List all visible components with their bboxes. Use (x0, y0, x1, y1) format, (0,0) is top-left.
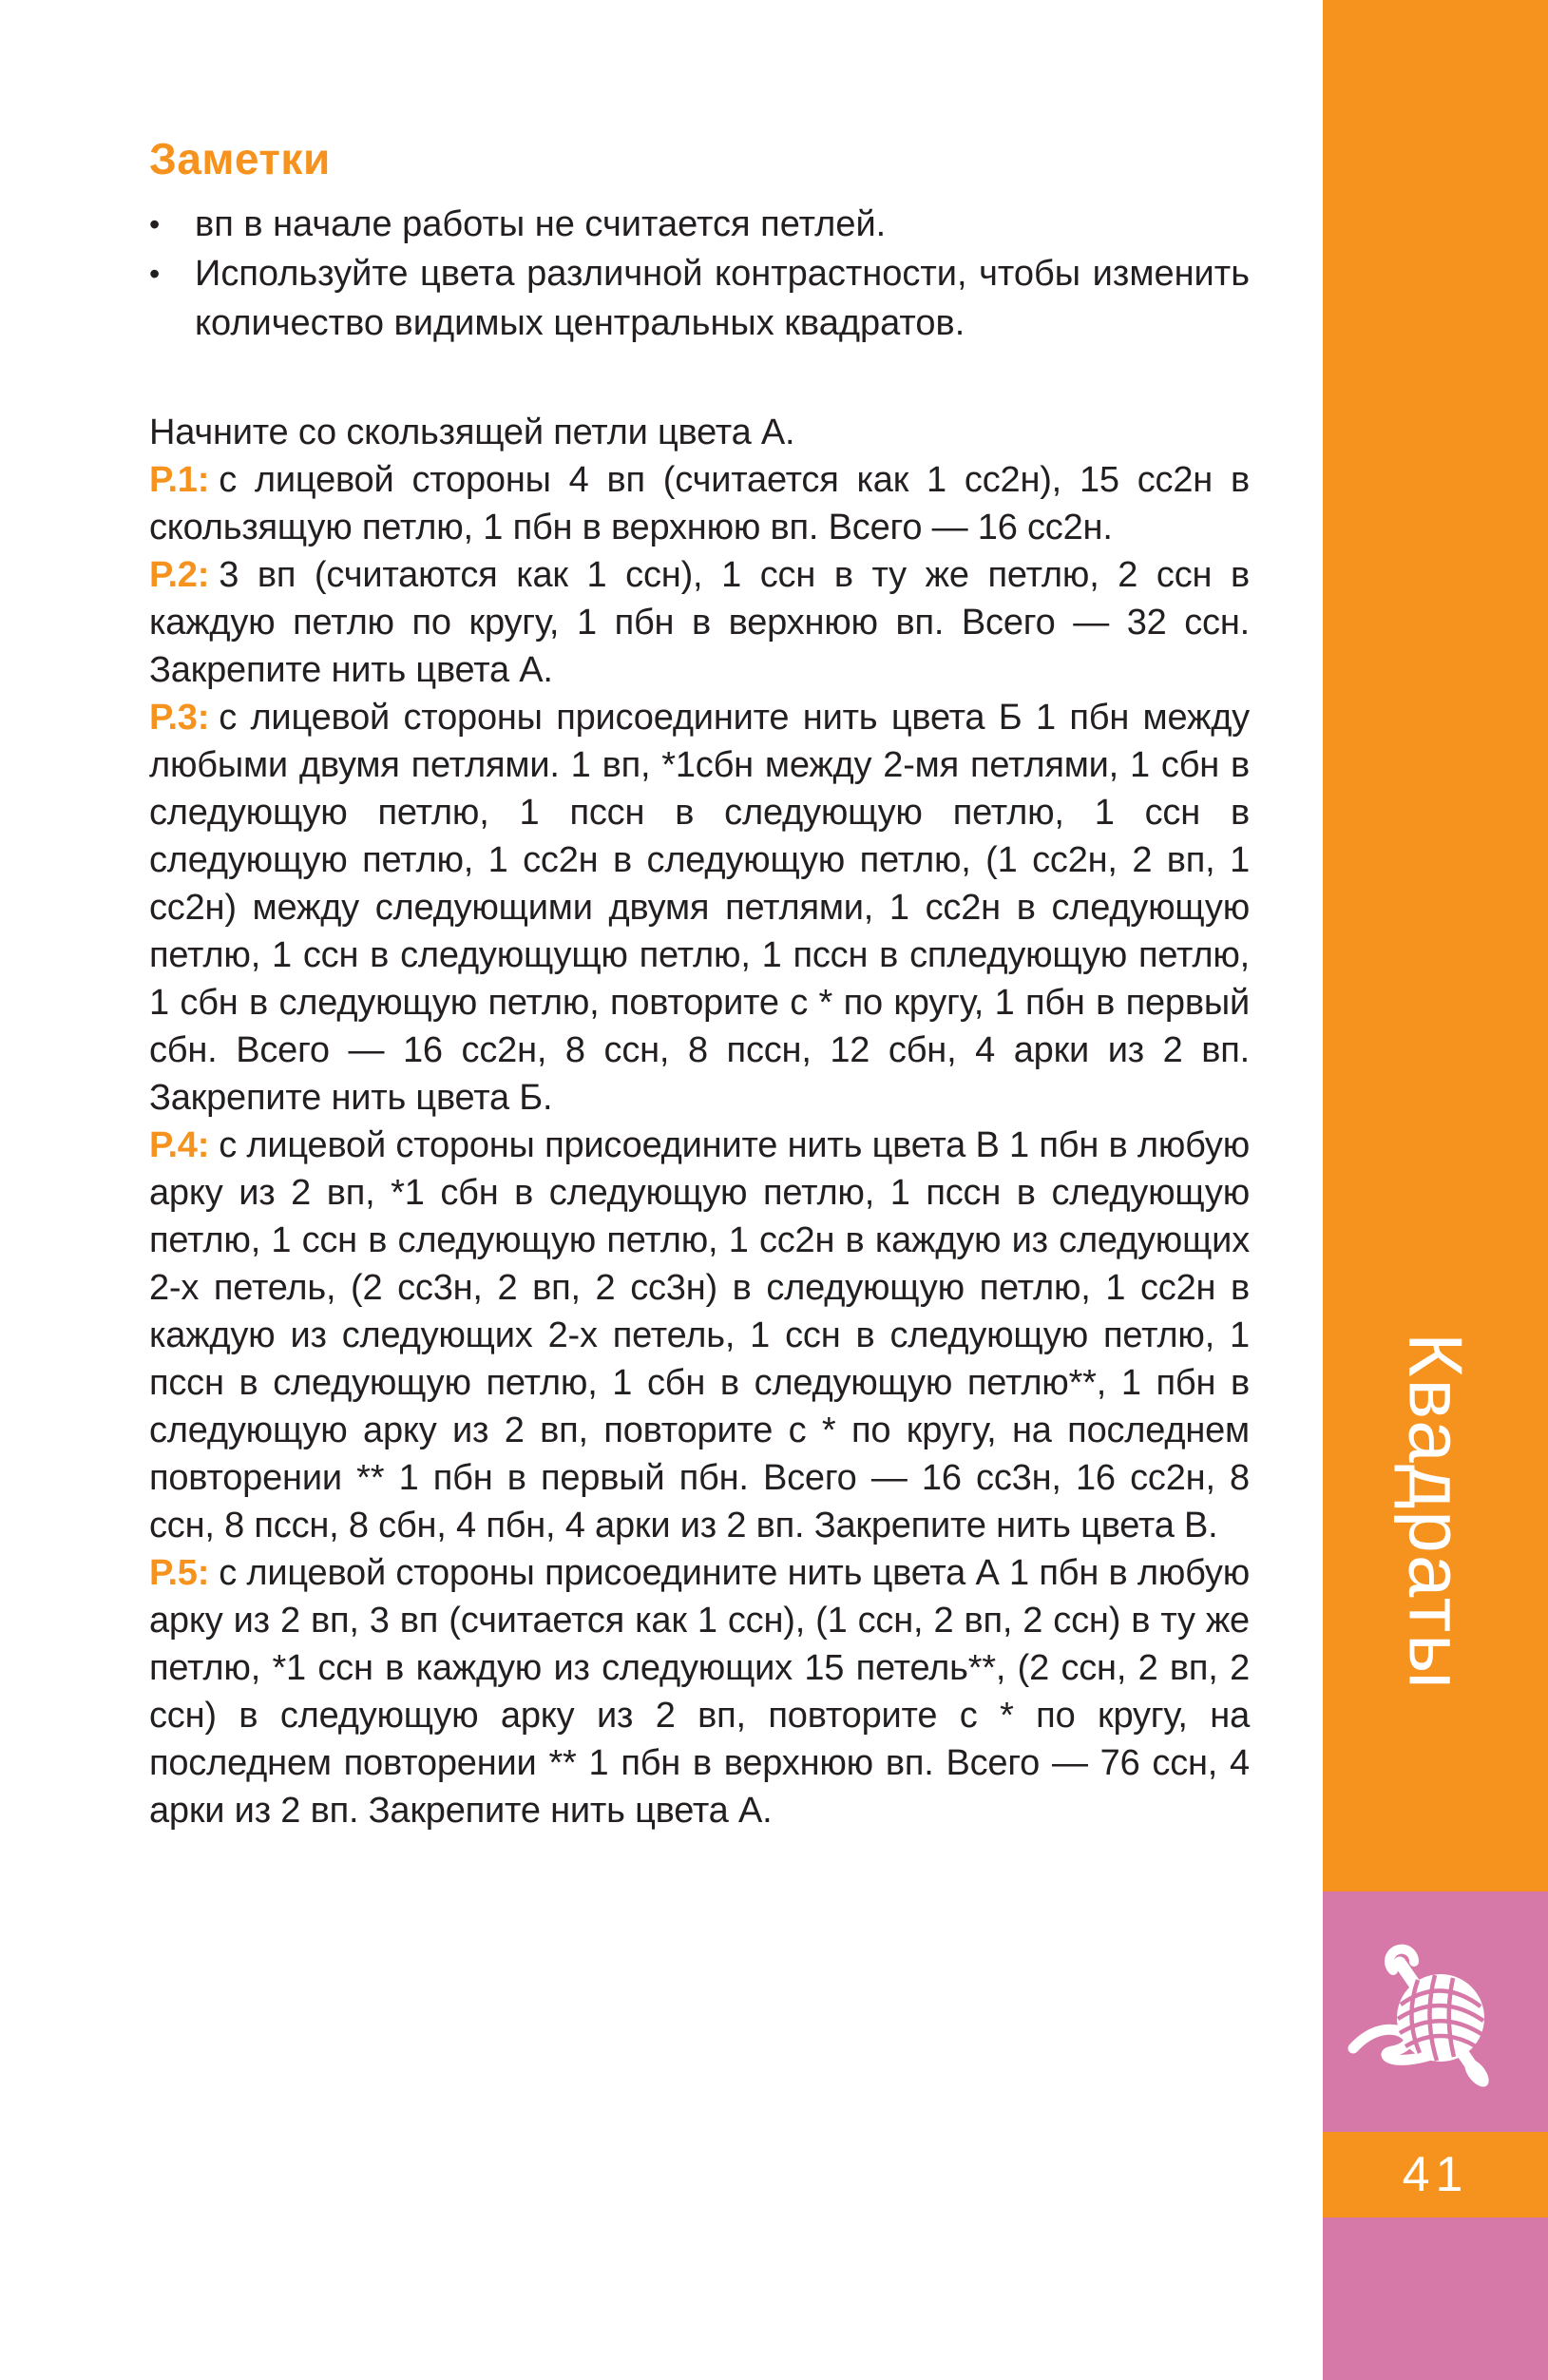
bullet-icon: • (149, 207, 161, 241)
row-label: Р.3: (149, 698, 210, 738)
row-text: с лицевой стороны присоедините нить цвета Б 1 пбн между любыми двумя петлями. 1 вп, *1сбн между 2-мя петлями, 1 сбн в следующую петлю, 1 пссн в следующую петлю, 1 ссн в следующую петлю, 1 сс2н в следующую петлю, (1 сс2н, 2 вп, 1 сс2н) между следующими двумя петлями, 1 сс2н в следующую петлю, 1 ссн в следующущю петлю, 1 пссн в спледующую петлю, 1 сбн в следующую петлю, повторите с * по кругу, 1 пбн в первый сбн. Всего — 16 сс2н, 8 ссн, 8 пссн, 12 сбн, 4 арки из 2 вп. Закрепите нить цвета Б. (149, 698, 1250, 1118)
footer-block (1323, 1891, 1548, 2380)
row-label: Р.4: (149, 1125, 210, 1165)
list-item (149, 249, 1250, 348)
pattern-row (149, 551, 1250, 694)
pattern-row (149, 456, 1250, 551)
note-text: Используйте цвета различной контрастности, чтобы изменить количество видимых центральных квадратов. (195, 254, 1250, 343)
yarn-ball-icon (1323, 1931, 1548, 2112)
section-title-text: Квадраты (1393, 1333, 1479, 1691)
row-text: с лицевой стороны 4 вп (считается как 1 сс2н), 15 сс2н в скользящую петлю, 1 пбн в верхнюю вп. Всего — 16 сс2н. (149, 460, 1250, 547)
page-number-band (1323, 2132, 1548, 2217)
row-text: с лицевой стороны присоедините нить цвета В 1 пбн в любую арку из 2 вп, *1 сбн в следующую петлю, 1 пссн в следующую петлю, 1 ссн в следующую петлю, 1 сс2н в каждую из следующих 2-х петель, (2 сс3н, 2 вп, 2 сс3н) в следующую петлю, 1 сс2н в каждую из следующих 2-х петель, 1 ссн в следующую петлю, 1 пссн в следующую петлю, 1 сбн в следующую петлю**, 1 пбн в следующую арку из 2 вп, повторите с * по кругу, на последнем повторении ** 1 пбн в первый пбн. Всего — 16 сс3н, 16 сс2н, 8 ссн, 8 пссн, 8 сбн, 4 пбн, 4 арки из 2 вп. Закрепите нить цвета В. (149, 1125, 1250, 1545)
instructions-column (149, 133, 1250, 1834)
note-text: вп в начале работы не считается петлей. (195, 204, 887, 244)
section-tab-title (1323, 1333, 1548, 1865)
row-text: с лицевой стороны присоедините нить цвета А 1 пбн в любую арку из 2 вп, 3 вп (считается как 1 ссн), (1 ссн, 2 вп, 2 ссн) в ту же петлю, *1 ссн в каждую из следующих 15 петель**, (2 ссн, 2 вп, 2 ссн) в следующую арку из 2 вп, повторите с * по кругу, на последнем повторении ** 1 пбн в верхнюю вп. Всего — 76 ссн, 4 арки из 2 вп. Закрепите нить цвета А. (149, 1553, 1250, 1831)
pattern-row (149, 1122, 1250, 1549)
notes-heading: Заметки (149, 134, 331, 183)
pattern-row (149, 694, 1250, 1122)
notes-list (149, 200, 1250, 348)
row-label: Р.2: (149, 555, 210, 595)
row-label: Р.1: (149, 460, 210, 500)
pattern-row (149, 1549, 1250, 1834)
pattern-instructions (149, 409, 1250, 1834)
pattern-intro: Начните со скользящей петли цвета А. (149, 413, 795, 452)
page-number: 41 (1402, 2147, 1469, 2202)
section-sidebar (1323, 0, 1548, 1891)
bullet-icon: • (149, 257, 161, 291)
row-label: Р.5: (149, 1553, 210, 1593)
list-item (149, 200, 1250, 249)
row-text: 3 вп (считаются как 1 ссн), 1 ссн в ту же петлю, 2 ссн в каждую петлю по кругу, 1 пбн в верхнюю вп. Всего — 32 ссн. Закрепите нить цвета А. (149, 555, 1250, 690)
